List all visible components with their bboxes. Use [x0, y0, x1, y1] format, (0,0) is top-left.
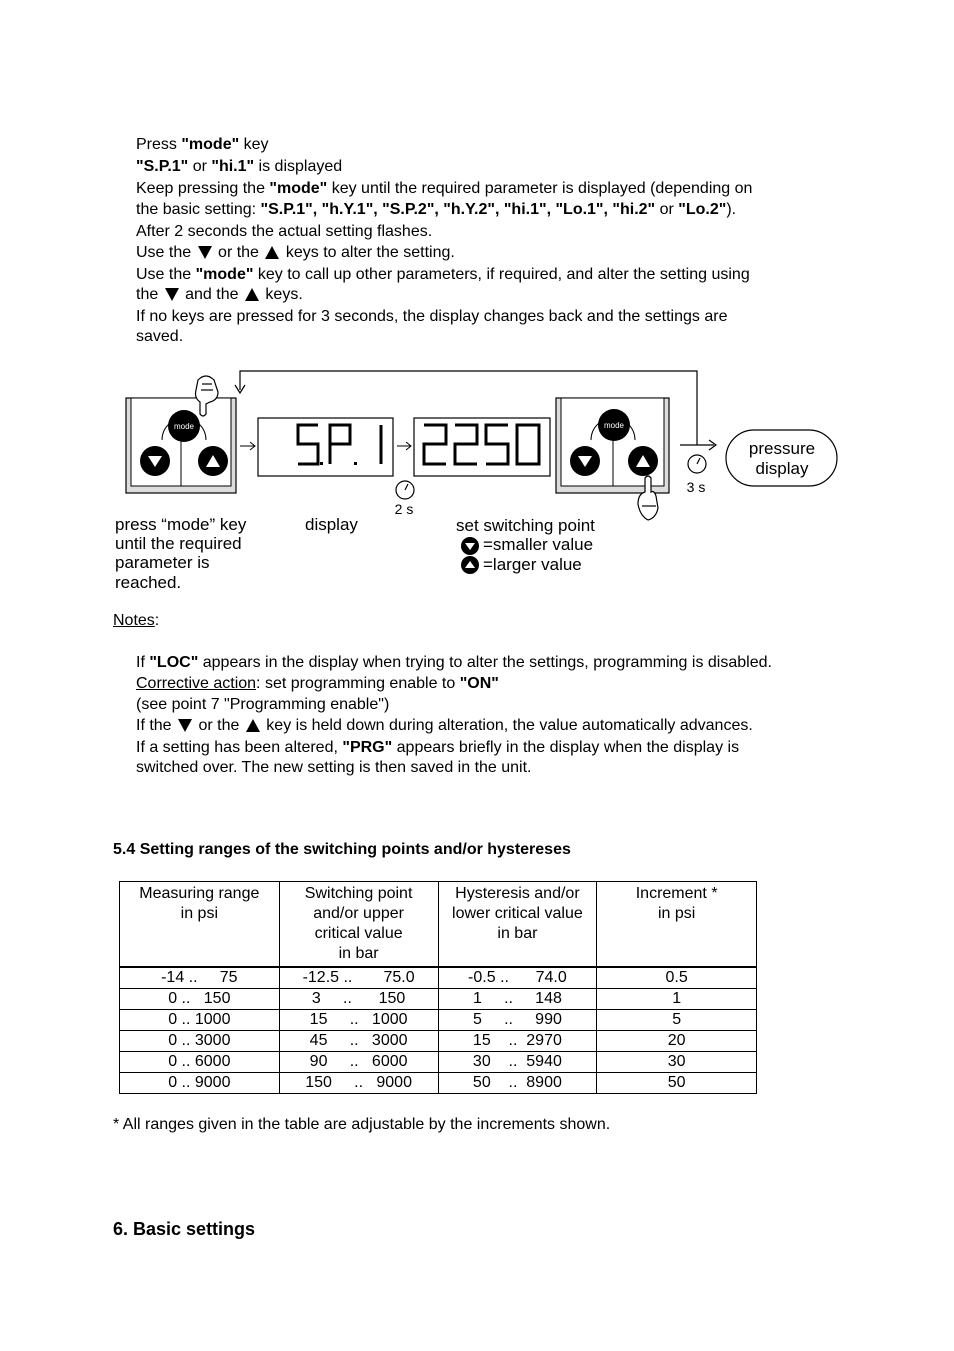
section-6-heading: 6. Basic settings — [113, 1219, 256, 1239]
ranges-table — [119, 881, 757, 1094]
cell-switching: 150 .. 9000 — [279, 1073, 438, 1094]
timer-label-3s: 3 s — [686, 479, 706, 495]
cell-range: 0 .. 9000 — [120, 1073, 280, 1094]
mode-key-diagram — [0, 360, 954, 530]
note-line-2: Corrective action: set programming enable to "ON" — [136, 675, 499, 692]
cell-increment: 20 — [597, 1031, 757, 1052]
cell-switching: 45 .. 3000 — [279, 1031, 438, 1052]
display-2250 — [414, 418, 550, 476]
up-key-icon — [461, 556, 479, 574]
cell-range: 0 .. 150 — [120, 989, 280, 1010]
down-triangle-icon — [178, 719, 192, 732]
note-line-5: If a setting has been altered, "PRG" appears briefly in the display when the display is — [136, 739, 740, 756]
up-triangle-icon — [245, 288, 259, 301]
pressure-display-line1: pressure — [748, 439, 816, 458]
note-line-4: If the or the key is held down during alteration, the value automatically advances. — [136, 717, 753, 734]
down-triangle-icon — [165, 288, 179, 301]
cell-range: 0 .. 1000 — [120, 1010, 280, 1031]
instruction-line-9: If no keys are pressed for 3 seconds, the display changes back and the settings are — [136, 308, 728, 325]
note-line-3: (see point 7 "Programming enable") — [136, 696, 390, 713]
cell-increment: 1 — [597, 989, 757, 1010]
keypad-left — [126, 398, 236, 493]
table-row — [120, 989, 757, 1010]
header-increment: Increment * in psi — [597, 882, 757, 968]
mode-key-label-left: mode — [173, 422, 195, 431]
table-row — [120, 1031, 757, 1052]
notes-heading: Notes: — [113, 612, 160, 629]
down-key-icon — [461, 537, 479, 555]
keypad-right — [556, 398, 669, 493]
cell-hysteresis: 50 .. 8900 — [438, 1073, 597, 1094]
instruction-line-7: Use the "mode" key to call up other parameters, if required, and alter the setting using — [136, 266, 750, 283]
instruction-line-5: After 2 seconds the actual setting flashes. — [136, 223, 433, 240]
cell-hysteresis: -0.5 .. 74.0 — [438, 967, 597, 989]
pressure-display-line2: display — [755, 459, 809, 478]
up-triangle-icon — [265, 246, 279, 259]
instruction-line-6: Use the or the keys to alter the setting. — [136, 244, 455, 261]
table-row — [120, 967, 757, 989]
cell-switching: 15 .. 1000 — [279, 1010, 438, 1031]
cell-range: 0 .. 3000 — [120, 1031, 280, 1052]
down-triangle-icon — [198, 246, 212, 259]
cell-increment: 5 — [597, 1010, 757, 1031]
cell-hysteresis: 30 .. 5940 — [438, 1052, 597, 1073]
cell-range: 0 .. 6000 — [120, 1052, 280, 1073]
mode-key-label-right: mode — [603, 421, 625, 430]
instruction-line-2: "S.P.1" or "hi.1" is displayed — [136, 158, 343, 175]
display-sp1 — [258, 418, 393, 476]
cell-hysteresis: 5 .. 990 — [438, 1010, 597, 1031]
cell-increment: 0.5 — [597, 967, 757, 989]
cell-switching: 3 .. 150 — [279, 989, 438, 1010]
up-triangle-icon — [246, 719, 260, 732]
table-footnote: * All ranges given in the table are adjustable by the increments shown. — [113, 1116, 611, 1133]
cell-switching: -12.5 .. 75.0 — [279, 967, 438, 989]
timer-label-2s: 2 s — [394, 501, 414, 517]
note-line-1: If "LOC" appears in the display when trying to alter the settings, programming is disabled. — [136, 654, 772, 671]
table-row — [120, 1073, 757, 1094]
instruction-line-8: the and the keys. — [136, 286, 303, 303]
cell-switching: 90 .. 6000 — [279, 1052, 438, 1073]
table-row — [120, 1052, 757, 1073]
cell-hysteresis: 1 .. 148 — [438, 989, 597, 1010]
table-row — [120, 1010, 757, 1031]
cell-range: -14 .. 75 — [120, 967, 280, 989]
instruction-line-1: Press "mode" key — [136, 136, 269, 153]
cell-increment: 50 — [597, 1073, 757, 1094]
cell-hysteresis: 15 .. 2970 — [438, 1031, 597, 1052]
note-line-6: switched over. The new setting is then saved in the unit. — [136, 759, 532, 776]
instruction-line-3: Keep pressing the "mode" key until the required parameter is displayed (depending on — [136, 180, 753, 197]
instruction-line-4: the basic setting: "S.P.1", "h.Y.1", "S.P.2", "h.Y.2", "hi.1", "Lo.1", "hi.2" or "Lo.2"). — [136, 201, 737, 218]
table-header-row — [120, 882, 757, 968]
section-5-4-heading: 5.4 Setting ranges of the switching points and/or hystereses — [113, 841, 571, 858]
header-switching-point: Switching point and/or upper critical value in bar — [279, 882, 438, 968]
caption-press-mode: press “mode” key until the required parameter is reached. — [115, 515, 247, 592]
header-measuring-range: Measuring range in psi — [120, 882, 280, 968]
caption-set-switching-point: set switching point =smaller value =larger value — [456, 516, 595, 574]
header-hysteresis: Hysteresis and/or lower critical value in bar — [438, 882, 597, 968]
caption-display: display — [305, 515, 358, 534]
cell-increment: 30 — [597, 1052, 757, 1073]
instruction-line-10: saved. — [136, 328, 184, 345]
